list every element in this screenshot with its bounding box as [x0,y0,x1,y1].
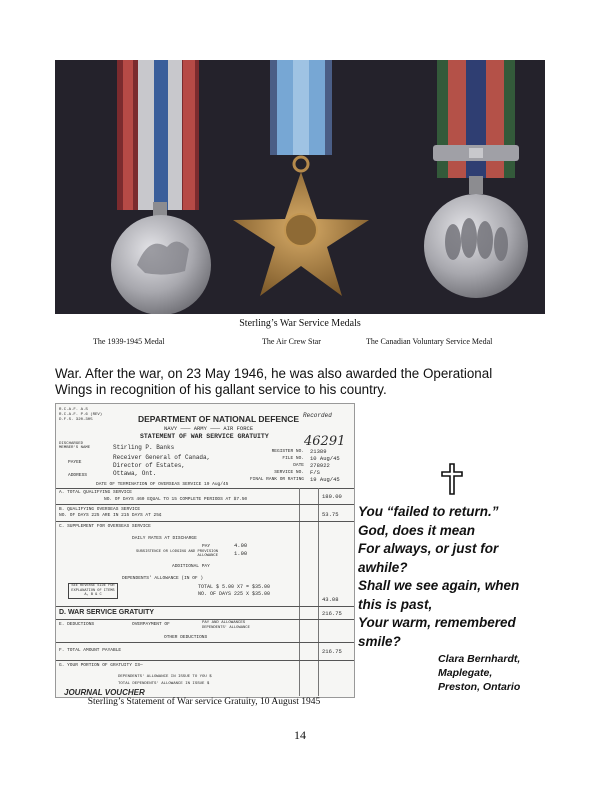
poem-line: Shall we see again, when [358,578,520,593]
additional-pay-label: ADDITIONAL PAY [172,564,210,569]
subsistence-label: SUBSISTENCE OR LODGING AND PROVISION ALLOWANCE [135,550,218,558]
pay-value: 4.00 [234,542,248,549]
member-name: Stirling P. Banks [113,444,175,451]
ribbon-air-crew-star [270,60,332,155]
cross-icon [439,463,465,495]
doc-services: NAVY ——— ARMY ——— AIR FORCE [164,425,254,432]
form-corner-code: R.C.A.F. A.S R.C.A.F. P.6 (REV) D.F.S. 320-305 [59,408,103,422]
row-d-label: D. WAR SERVICE GRATUITY [59,609,155,616]
row-f-amount: 216.75 [322,648,342,655]
doc-number: 46291 [304,434,346,449]
row-g-label: G. YOUR PORTION OF GRATUITY IS— [59,663,143,668]
overpayment-label: OVERPAYMENT OF [132,622,170,627]
attribution-line: Clara Bernhardt, [438,653,521,665]
payee-line-3: Ottawa, Ont. [113,470,157,477]
poem-line: smile? [358,633,401,649]
attribution-line: Maplegate, [438,667,493,679]
journal-voucher: JOURNAL VOUCHER [64,688,145,697]
row-e-label: E. DEDUCTIONS [59,622,95,627]
row-a-label: A. TOTAL QUALIFYING SERVICE [59,490,132,495]
poem-line: this is past, [358,596,433,612]
daily-rates-label: DAILY RATES AT DISCHARGE [132,536,197,541]
see-reverse-box: SEE REVERSE SIDE FOR EXPLANATION OF ITEMS A, B & C [68,583,118,599]
pay-label: PAY [202,544,211,549]
caption-cvsm: The Canadian Voluntary Service Medal [366,337,493,346]
pay-allowances-label: PAY AND ALLOWANCES [202,621,246,625]
ribbon-cvsm [433,60,519,178]
termination-date: DATE OF TERMINATION OF OVERSEAS SERVICE 19 Aug/45 [96,482,229,487]
other-deductions-label: OTHER DEDUCTIONS [164,635,208,640]
poem-line: awhile? [358,559,408,575]
recorded-stamp: Recorded [303,412,332,419]
row-a-amount: 180.00 [322,493,342,500]
poem-attribution [438,652,520,694]
row-f-label: F. TOTAL AMOUNT PAYABLE [59,648,122,653]
caption-air-crew-star: The Air Crew Star [262,337,321,346]
poem-line: You “failed to return.” [358,504,499,519]
label-payee: PAYEE [68,460,82,465]
row-b-amount: 53.75 [322,511,339,518]
label-members-name: DISCHARGED MEMBER'S NAME [59,442,91,450]
row-b-days: NO. OF DAYS 225 ARE IN 215 DAYS AT 25¢ [59,513,162,518]
row-c-label: C. SUPPLEMENT FOR OVERSEAS SERVICE [59,524,151,529]
poem-line: Your warm, remembered [358,615,516,630]
row-d-amount: 216.75 [322,610,342,617]
page-number: 14 [294,728,306,742]
dependents-label: DEPENDENTS' ALLOWANCE (IN OF ) [122,576,204,581]
medals-photo [55,60,545,314]
payee-line-1: Receiver General of Canada, [113,454,211,461]
ribbon-1939-1945 [117,60,199,218]
body-line-2: Wings in recognition of his gallant service to his country. [55,382,387,397]
photo-caption: Sterling’s War Service Medals [239,318,361,329]
payee-line-2: Director of Estates, [113,462,186,469]
row-b-label: B. QUALIFYING OVERSEAS SERVICE [59,507,141,512]
total-line: TOTAL $ 5.00 X7 = $35.00 [198,584,271,590]
statement-caption: Sterling’s Statement of War service Gratuity, 10 August 1945 [87,697,321,707]
g-line-1: DEPENDENTS' ALLOWANCE IN ISSUE TO YOU $ [118,675,212,679]
poem [358,503,558,651]
doc-subtitle: STATEMENT OF WAR SERVICE GRATUITY [140,433,269,440]
caption-1939-1945-medal: The 1939-1945 Medal [93,337,165,346]
subsistence-value: 1.00 [234,550,248,557]
register-values: 21389 10 Aug/45 278922 F/S 19 Aug/45 [310,448,340,483]
row-c-amount: 43.08 [322,596,339,603]
attribution-line: Preston, Ontario [438,681,521,693]
poem-line: God, does it mean [358,522,476,538]
body-paragraph [55,366,545,398]
g-line-2: TOTAL DEPENDENTS' ALLOWANCE IN ISSUE $ [118,682,210,686]
gratuity-statement-scan [55,403,355,698]
doc-title: DEPARTMENT OF NATIONAL DEFENCE [138,414,300,424]
medals-illustration [55,60,545,314]
label-address: ADDRESS [68,473,87,478]
body-line-1: War. After the war, on 23 May 1946, he was also awarded the Operational [55,366,493,381]
register-labels: REGISTER NO. FILE NO. DATE SERVICE NO. FINAL RANK OR RATING [249,449,304,482]
days-line-2: NO. OF DAYS 225 X $35.00 [198,591,271,597]
dependents-allowance-label: DEPENDENTS' ALLOWANCE [202,626,250,630]
row-a-days: NO. OF DAYS 460 EQUAL TO 15 COMPLETE PERIODS AT $7.50 [104,497,248,502]
poem-line: For always, or just for [358,541,499,556]
